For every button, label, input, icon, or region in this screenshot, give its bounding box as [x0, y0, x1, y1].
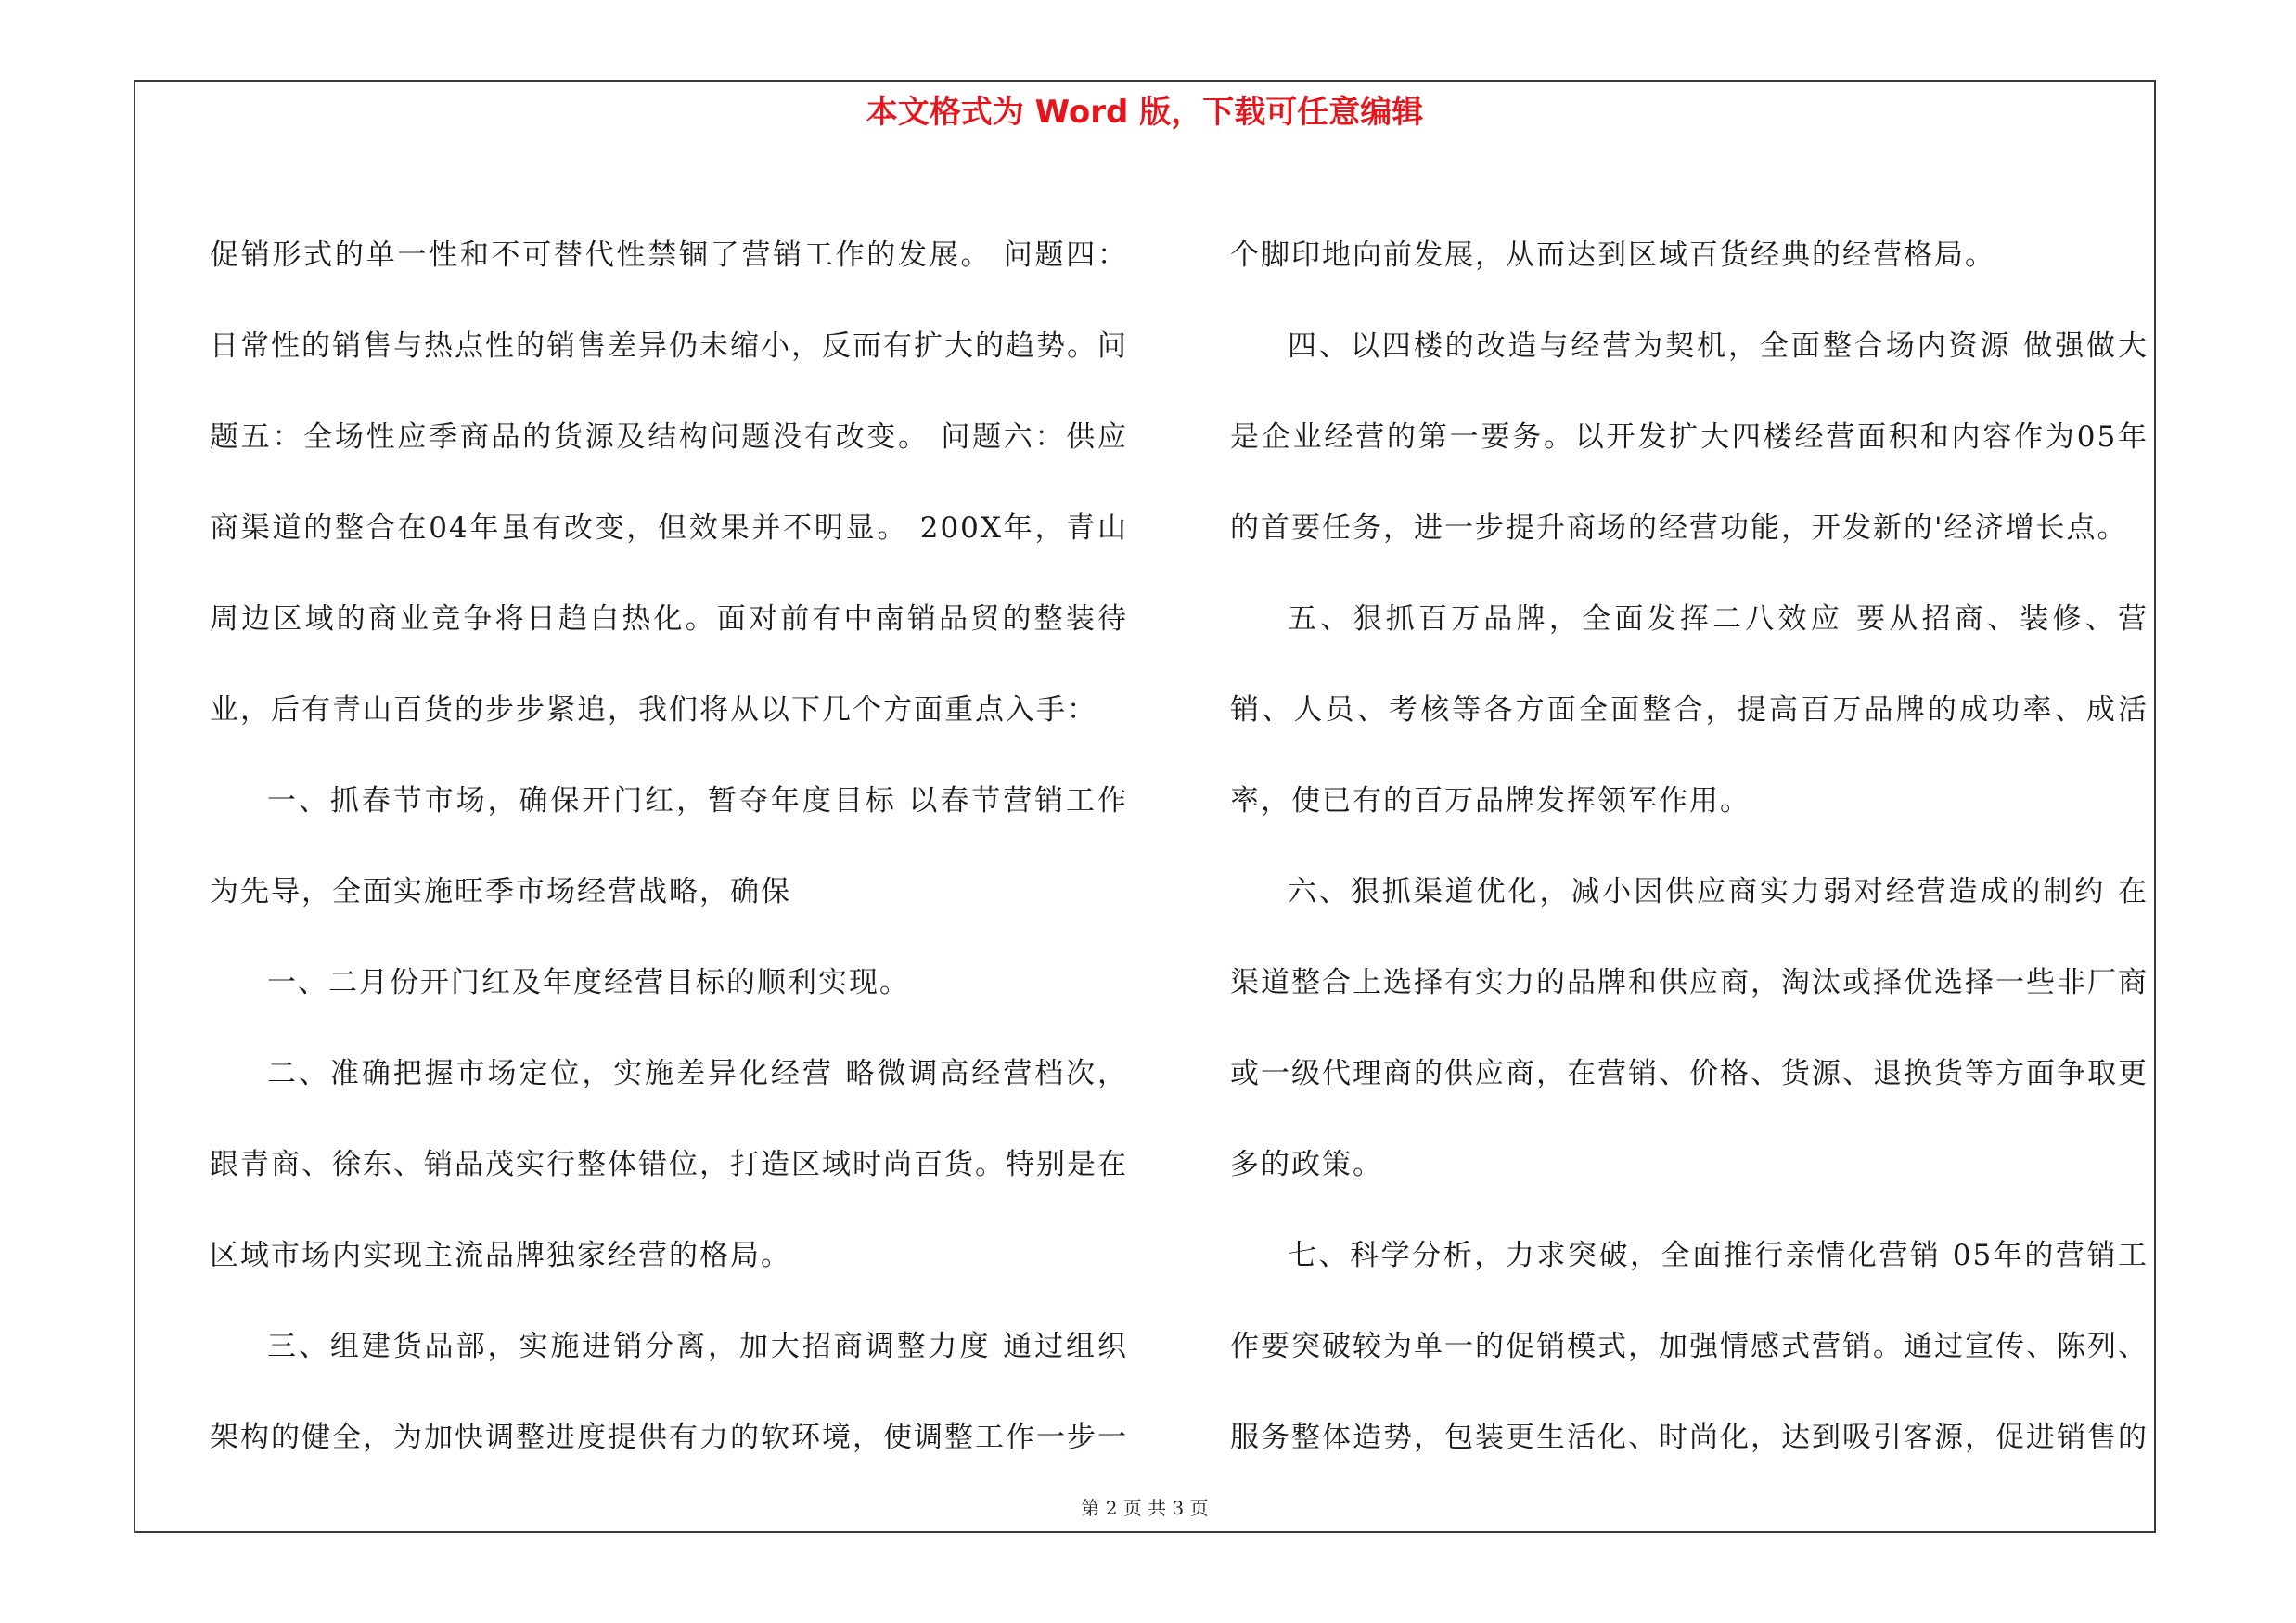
paragraph: 五、狠抓百万品牌，全面发挥二八效应 要从招商、装修、营销、人员、考核等各方面全面整合，提高百万品牌的成功率、成活率，使已有的百万品牌发挥领军作用。 — [1230, 602, 2148, 818]
document-page — [134, 80, 2156, 1533]
paragraph: 二、准确把握市场定位，实施差异化经营 略微调高经营档次，跟青商、徐东、销品茂实行整体错位，打造区域时尚百货。特别是在区域市场内实现主流品牌独家经营的格局。 — [210, 1057, 1128, 1272]
paragraph: 一、抓春节市场，确保开门红，暂夺年度目标 以春节营销工作为先导，全面实施旺季市场经营战略，确保 — [210, 784, 1128, 908]
page-number-footer: 第 2 页 共 3 页 — [1081, 1497, 1209, 1519]
paragraph: 促销形式的单一性和不可替代性禁锢了营销工作的发展。 问题四：日常性的销售与热点性的销售差异仍未缩小，反而有扩大的趋势。问题五：全场性应季商品的货源及结构问题没有改变。 问题六：供应商渠道的整合在04年虽有改变，但效果并不明显。 200X年，青山周边区域的商业竞争将日趋白热化。面对前有中南销品贸的整装待业，后有青山百货的步步紧追，我们将从以下几个方面重点入手： — [210, 238, 1128, 727]
paragraph: 六、狠抓渠道优化，减小因供应商实力弱对经营造成的制约 在渠道整合上选择有实力的品牌和供应商，淘汰或择优选择一些非厂商或一级代理商的供应商，在营销、价格、货源、退换货等方面争取更多的政策。 — [1230, 875, 2148, 1181]
paragraph: 四、以四楼的改造与经营为契机，全面整合场内资源 做强做大是企业经营的第一要务。以开发扩大四楼经营面积和内容作为05年的首要任务，进一步提升商场的经营功能，开发新的'经济增长点。 — [1230, 329, 2148, 545]
right-text-column — [1230, 210, 2148, 1483]
paragraph: 三、组建货品部，实施进销分离，加大招商调整力度 通过组织架构的健全，为加快调整进度提供有力的软环境，使调整工作一步一 — [210, 1330, 1128, 1454]
paragraph: 七、科学分析，力求突破，全面推行亲情化营销 05年的营销工作要突破较为单一的促销模式，加强情感式营销。通过宣传、陈列、服务整体造势，包装更生活化、时尚化，达到吸引客源，促进销售的 — [1230, 1239, 2148, 1454]
left-text-column — [210, 210, 1128, 1483]
format-notice-banner: 本文格式为 Word 版，下载可任意编辑 — [866, 94, 1424, 131]
paragraph: 一、二月份开门红及年度经营目标的顺利实现。 — [267, 966, 910, 999]
paragraph: 个脚印地向前发展，从而达到区域百货经典的经营格局。 — [1230, 238, 1995, 272]
